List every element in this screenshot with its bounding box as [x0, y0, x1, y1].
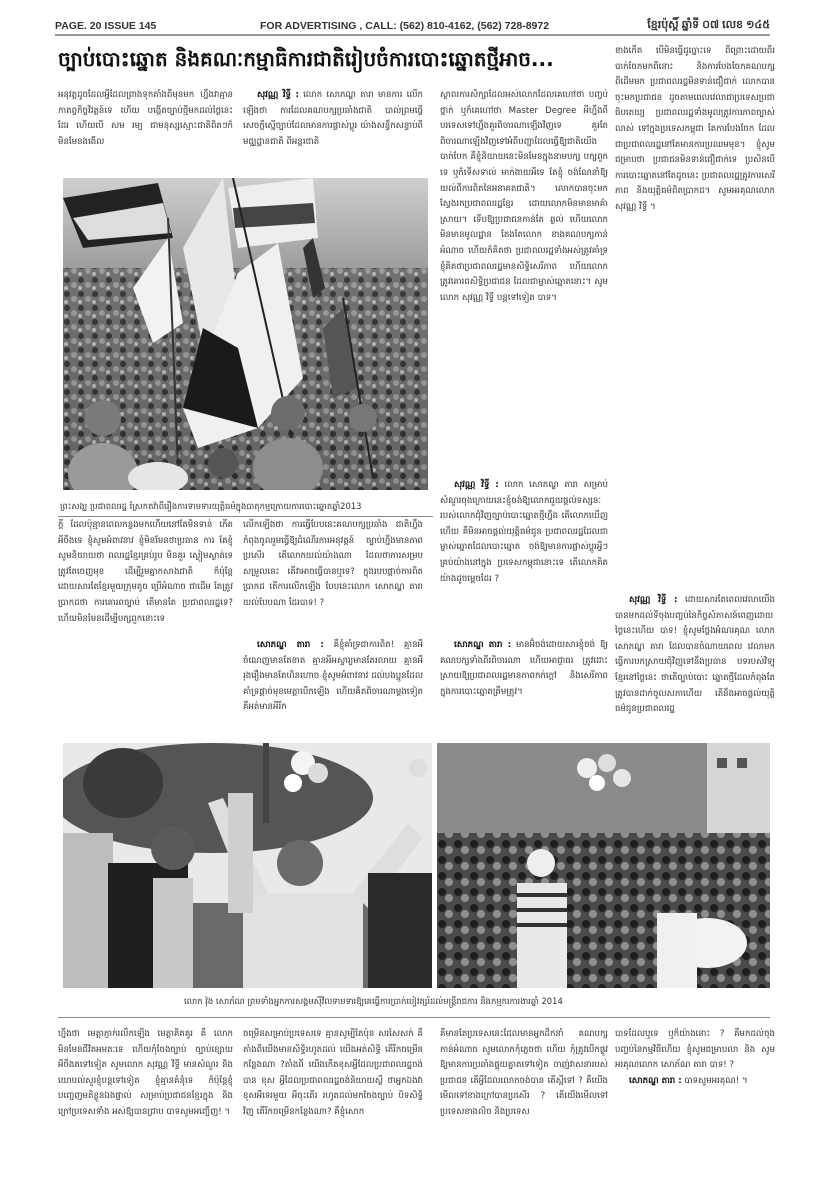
column-1-mid — [58, 518, 233, 733]
page-header — [55, 18, 770, 34]
caption-divider — [58, 516, 433, 517]
masthead-khmer: ខ្មែរប៉ុស្តិ៍ ឆ្នាំទី ០៧ លេខ ១៤៥ — [647, 19, 770, 31]
crowd-with-balloons-image — [437, 743, 770, 988]
speaker-label: សុវណ្ណ វិទ្ធី : — [454, 480, 499, 490]
paragraph: ដោយសារតែពេលវេលាយើង បានមកដល់ទីចុងបញ្ចប់នៃកិច្ចសំភាសន៍ពេញដោយ ថ្ងៃនេះហើយ បាទ! ខ្ញុំសូមថ្លែងអំណរគុណ លោក សោភណ្ឌ តារា ដែលបានចំណាយពេល វេលាមកធ្វើការបកស្រាយជុំវិញទៅនឹងប្រធាន បទរបស់វិទ្យុខ្មែរនៅថ្ងៃនេះ ថាតើច្បាប់បោះ ឆ្នោតថ្មីដែលកំពុងតែត្រូវបានដាក់ចូលសភាហើយ តើនឹងអាចផ្ដល់យុត្តិធម៌ជូនប្រជាពលរដ្ឋ — [615, 595, 775, 715]
column-4 — [615, 44, 775, 572]
paragraph: គឺមានតែប្រទេសនេះដែលមានអ្នកដឹកនាំ គណបក្សកាន់អំណាច សូមលោកកុំភ្លេចថា ហើយ កុំត្រូវបើកផ្លូវឱ្យមានការប្រឆាំងផ្ទុយគ្នាតទៅទៀត ចាញ់វាសនារបស់ប្រជាជន តើអ្វីដែលលោកចង់បាន តើស្អីទៅ ? គឺយើងមើលទៅខាងក្រៅបានប្រសើរ ? តើយើងមើលទៅប្រទេសខាងលិច និងប្រទេស — [440, 1029, 608, 1117]
column-2-answer — [243, 638, 423, 733]
paragraph: មានអ៊ំចង់ដោយសារខ្ញុំចង់ ឱ្យគណបក្សទាំងពីរពិចារណា ហើយអាជ្ញាធរ ត្រូវដោះស្រាយឱ្យប្រជាពលរដ្ឋមានភាពកក់ក្ដៅ និងសេរីភាពក្នុងការបោះឆ្នោតត្រឹមត្រូវ។ — [440, 640, 608, 697]
protest-crowd-image — [63, 178, 428, 490]
photo-monks-protest — [63, 178, 428, 490]
article-headline: ច្បាប់បោះឆ្នោត និងគណៈកម្មាធិការជាតិរៀបចំការបោះឆ្នោតថ្មីអាច... — [58, 47, 554, 71]
header-divider — [55, 34, 770, 36]
rally-arms-raised-image — [63, 743, 432, 988]
column-2-bottom — [243, 1027, 423, 1157]
photo-2-3-caption: លោក វ៉ុង សោភ័ណ ព្រមទាំងអ្នកការសង្គមស៊ីវិលទាមទារឱ្យគេធ្វើការប្រាក់បៀវត្សរ៍ដល់មន្ត្រីរាជការ និងកម្មករការងារឆ្នាំ 2014 — [184, 996, 563, 1006]
paragraph: គឺខ្ញុំគាំទ្រជាការពិត! គ្មានអី ចំណេញមានតែខាត គ្មានអីអស្ចារ្យមានតែរលាយ គ្មានអីរុងរឿងមានតែហិនហោច ខ្ញុំសូមអំពាវនាវ ដល់បងប្អូនដែលគាំទ្រផ្តាច់មុខមេត្តាបើកឡើង ហើយគិតពិចារណាម្តងទៀត គឺអត់មានអីរីក — [243, 640, 423, 713]
speaker-label: សោភណ្ឌ តារា : — [629, 1075, 682, 1086]
paragraph: បាទដែលឬទេ ឬក៏យ៉ាងនោះ ? គឺមកដល់ចុង បញ្ចប់នៃកម្មវិធីហើយ ខ្ញុំសូមជម្រាបលា និង សូមអរគុណលោក សោភ័ណ តារា បាទ! ? — [615, 1029, 775, 1071]
speaker-label: សុវណ្ណ វិទ្ធី : — [629, 595, 678, 605]
column-4-question — [615, 593, 775, 733]
column-1-intro — [58, 88, 233, 158]
column-3 — [440, 88, 608, 488]
paragraph: ក្តី ដែលប៉ុន្មានពេលកន្លងមកហើយនៅតែមិនទាន់ កើតអីចឹងទេ ខ្ញុំសូមអំពាវនាវ ខ្ញុំមិនមែនថាប្រធាន ការ តែខ្ញុំសូមនិយាយថា ពលរដ្ឋខ្មែរគ្រប់រូប មិនគួរ ស្ងៀមស្ងាត់ទេ ត្រូវតែចេញមុខ ដើម្បីរួមគ្នាកសាងជាតិ ក៏ប៉ុន្តែដោយសារតែខ្មែរមួយក្រុមតូច ប្រើអំណាច ជាដើម តែត្រូវប្រាកដថា ការគោរពច្បាប់ តើមានតែ ប្រជាពលរដ្ឋទេ? ហើយមិនមែនដើម្បីបក្សពួកនោះទេ — [58, 520, 233, 624]
column-3-bottom — [440, 1027, 608, 1157]
column-4-bottom — [615, 1027, 775, 1127]
paragraph: លោក សោភណ្ឌ តារា សម្រាប់ សំណួរចុងក្រោយនេះខ្ញុំចង់ឱ្យលោកជួយផ្ដល់ទស្សនៈរបស់លោកជុំវិញច្បាប់បោះឆ្នោតថ្មីហ្នឹង តើលោកឃើញហើយ គឺមិនអាចផ្ដល់យុត្តិធម៌ជូន ប្រជាពលរដ្ឋដែលជាម្ចាស់ឆ្នោតដែលបោះឆ្នោត ចង់ឱ្យមានការផ្លាស់ប្ដូរអ្វីៗគ្រប់យ៉ាងនៅក្នុង ប្រទេសកម្ពុជានោះទេ តើលោកគិតយ៉ាងដូចម្ដេចដែរ ? — [440, 480, 608, 584]
paragraph: ខាងកើត បើមិនធ្វើដូច្នោះទេ ពីព្រោះដោយពីរបាក់ចែកមកពីនោះ និងការបែងចែកគណបក្សពីដើមមក ប្រជាពលរដ្ឋមិនទាន់ជឿជាក់ លោកបានចុះមកប្រជាជន ដូចតាមពេលវេលាជាប្រទេសប្រជាធិបតេយ្យ ប្រជាពលរដ្ឋទាំងមូលត្រូវការភាពច្បាស់លាស់ ទៅក្នុងប្រទេសកម្ពុជា តែការបែងចែក ដែលជាប្រជាពលរដ្ឋនៅតែមានការប្រឈមមុខ។ ខ្ញុំសូមជម្រាបថា ប្រជាជនមិនទាន់ជឿជាក់ទេ ប្រសិនបើការបោះឆ្នោតនៅតែដូចនេះ ប្រជាពលរដ្ឋត្រូវការសេរីភាព និងយុត្តិធម៌ពិតប្រាកដ។ សូមអរគុណលោក សុវណ្ណ វិទ្ធី ។ — [615, 46, 775, 212]
column-2-mid — [243, 518, 423, 626]
photo-1-caption: ព្រះសង្ឃ ប្រជាពលរដ្ឋ ស្រែកតវ៉ាពីរឿងការទាមទារយុត្តិធម៌ក្នុងបាតុកម្មក្រោយការបោះឆ្នោតឆ្នាំ2013 — [60, 501, 362, 511]
speaker-label: សុវណ្ណ វិទ្ធី : — [257, 90, 299, 100]
photo-rally-left — [63, 743, 432, 988]
paragraph: លោក សោភណ្ឌ តារា មានការ លើកឡើងថា ការដែលគណបក្សប្រឆាំងជាតិ បាល់ព្រមធ្វើសេចក្ដីស្នើច្បាប់ដែលមានការផ្លាស់ប្ដូរ យ៉ាងសន្ធឹកសន្ធាប់ពីមជ្ឈដ្ឋានជាតិ ពីអន្តរជាតិ — [243, 90, 423, 147]
paragraph: ស្ថាពរការសិក្សាដែលអស់លោកដែលគេហៅថា បញ្ចប់ ថ្នាក់ ឬក៏គេហៅថា Master Degree អីហ្នឹងពី បរទេសទៅហ្នឹងគួរពិចារណាឡើងវិញទេ គួរតែ ពិចារណាឡើងវិញទៅអំពីបញ្ហាដែលធ្វើឱ្យជាតិយើង បាក់បែក គឺខ្ញុំនិយាយនេះមិនមែនក្នុងនាមបក្ស បក្សពួកទេ ឬក៏ទើសទាល់ មាក់ងាយអីទេ តែខ្ញុំ ចង់ណែនាំឱ្យយល់ពីការពិតនៃអនាគតជាតិ។ លោកបានចុះមកស្វែងរកប្រជាពលរដ្ឋខ្មែរ ដោយលោកមិនមានមាគ៌ាស្រាយ។ ទើបឱ្យប្រជាជនកាន់តែ ឆ្ងល់ ហើយលោកមិនមានមូលដ្ឋាន តែងតែលោក ខាងគណបក្សកាន់អំណាច ហើយក៏គិតថា ប្រជាពលរដ្ឋទាំងអស់ត្រូវគាំទ្រ ខ្ញុំគិតថាប្រជាពលរដ្ឋមានសិទ្ធិសេរីភាព ហើយលោកត្រូវគោរពសិទ្ធិប្រជាជន ដែលជាម្ចាស់ឆ្នោតនោះ។ សូមលោក សុវណ្ណ វិទ្ធី បន្តទៅទៀត បាទ។ — [440, 90, 608, 303]
column-3-answer — [440, 638, 608, 733]
speaker-label: សោភណ្ឌ តារា : — [454, 640, 512, 650]
paragraph: លើកឡើងថា ការធ្វើបែបនេះគណបក្សប្រឆាំង ជាតិហ្នឹងកំពុងចូលរួមធ្វើឱ្យដំណើរការអនុវត្តន៍ ច្បាប់ហ្នឹងមានភាពប្រសើរ តើលោកយល់យ៉ាងណា ដែលថាការសម្របសម្រួលនេះ តើវាអាចធ្វើបានឬទេ? ក្នុងរបបផ្តាច់ការពិតប្រាកដ តើការលើកឡើង បែបនេះលោក សោភណ្ឌ តារា យល់បែបណា ដែរបាទ! ? — [243, 520, 423, 608]
caption-divider — [58, 1017, 770, 1018]
paragraph: ចម្រើនសម្រាប់ប្រទេសទេ គ្មានសូម្បីតែប៉ុន សរសៃសក់ គឺតាំងពីយើងមានសិទ្ធិរហូតដល់ យើងអត់សិទ្ធិ តើរីកចម្រើនកន្លែងណា ?តាំងពី យើងកើតខុសអ្វីដែលប្រជាពលរដ្ឋចង់បាន ខុស អ្វីដែលប្រជាពលរដ្ឋចង់និយាយស្ដី ថាអ្នកឯងវា ខុសអីទេរមួយ អីចុះតើរ រហូតដល់មកចែងច្បាប់ បិទសិទ្ធិវិញ តើរីកចម្រើនកន្លែងណា? គឺខ្ញុំសោក — [243, 1029, 423, 1117]
paragraph: បាទសូមអរគុណ! ។ — [684, 1075, 748, 1086]
paragraph: អនុវត្តដូចដែលអ្វីដែលព្រាងទុកតាំងពីមុនមក ហ្នឹងវាគ្មានកាតព្វកិច្ចវិវត្តន៍ទេ ហើយ បង្កើតច្បាប់ថ្មីមកដល់ថ្ងៃនេះដែរ ហើយបើ សម រម្យ ជាមនុស្សស្មោះជាតិពិតៗក៏មិនមែនងងើល — [58, 90, 233, 147]
speaker-label: សោភណ្ឌ តារា : — [257, 640, 324, 650]
advertising-info: FOR ADVERTISING , CALL: (562) 810-4162, (562) 728-8972 — [260, 20, 550, 32]
page-issue-label: PAGE. 20 ISSUE 145 — [55, 20, 157, 32]
photo-rally-right — [437, 743, 770, 988]
column-3-question — [440, 478, 608, 588]
column-2-intro — [243, 88, 423, 158]
column-1-bottom — [58, 1027, 233, 1157]
paragraph: ហ្នឹងថា មេត្តាភ្ញាក់រលឹកឡើង មេត្តាគិតគូរ គឺ លោកមិនមែនជីវិតអមតៈទេ ហើយកុំចែងច្បាប់ ច្បាប់ខ្សោយអីចឹងតទៅទៀត សូមលោក សុវណ្ណ វិទ្ធី មានសំណួរ និងយោបល់សួរខ្ញុំបន្តទៅទៀត ខ្ញុំគ្មានគំនុំទេ ក៏ប៉ុន្តែខ្ញុំបញ្ចេញមតិខ្លួនឯងផ្ទាល់ សម្រាប់ប្រជាជនខ្មែរក្នុង និងក្រៅប្រទេសទាំង អស់ឱ្យបានជ្រាប បាទសូមអញ្ជើញ! ។ — [58, 1029, 233, 1117]
